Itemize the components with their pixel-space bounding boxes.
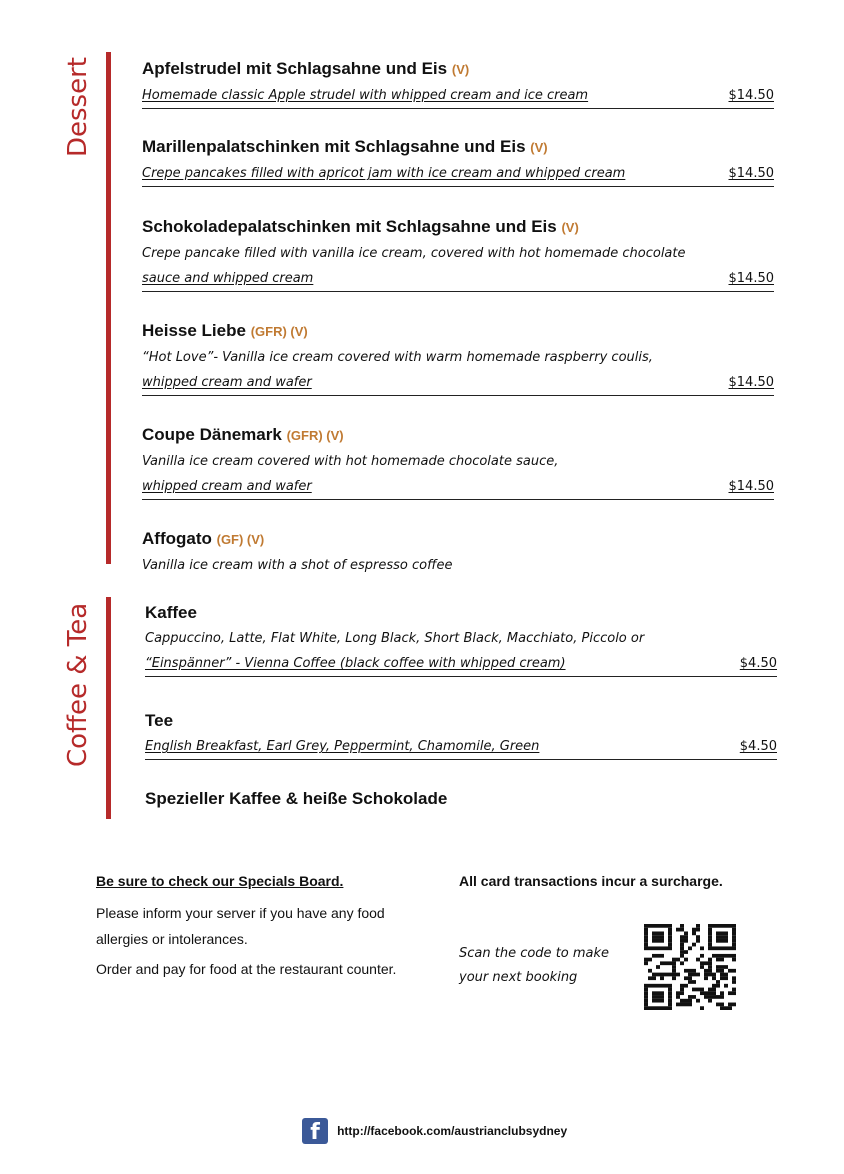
menu-item-name: Spezieller Kaffee & heiße Schokolade bbox=[145, 789, 448, 808]
description-line bbox=[142, 449, 774, 474]
description-line bbox=[142, 83, 774, 109]
dessert-section-bar bbox=[106, 52, 111, 564]
description-text: sauce and whipped cream bbox=[142, 271, 314, 286]
menu-item-title bbox=[145, 602, 777, 624]
description-text: whipped cream and wafer bbox=[142, 479, 312, 494]
dietary-tags: (V) bbox=[451, 62, 470, 77]
menu-item-description bbox=[145, 626, 777, 677]
description-text: Vanilla ice cream with a shot of espresso coffee bbox=[142, 558, 453, 573]
description-text: Crepe pancake filled with vanilla ice cream, covered with hot homemade chocolate bbox=[142, 246, 686, 261]
surcharge-notice: All card transactions incur a surcharge. bbox=[459, 873, 723, 889]
menu-item-title bbox=[142, 320, 774, 343]
menu-item-name: Schokoladepalatschinken mit Schlagsahne und Eis bbox=[142, 217, 557, 236]
menu-item-description bbox=[145, 734, 777, 760]
menu-item-price: $14.50 bbox=[728, 375, 774, 390]
dietary-tags: (GFR) (V) bbox=[250, 324, 308, 339]
description-text: Crepe pancakes filled with apricot jam with ice cream and whipped cream bbox=[142, 166, 626, 181]
description-line bbox=[142, 266, 774, 292]
menu-item-price: $14.50 bbox=[728, 88, 774, 103]
description-text: “Einspänner” - Vienna Coffee (black coffee with whipped cream) bbox=[145, 656, 566, 671]
menu-item bbox=[145, 788, 777, 810]
menu-item-title bbox=[145, 710, 777, 732]
menu-item-price: $4.50 bbox=[739, 656, 777, 671]
description-text: whipped cream and wafer bbox=[142, 375, 312, 390]
dietary-tags: (GF) (V) bbox=[216, 532, 265, 547]
description-line bbox=[145, 626, 777, 651]
description-line bbox=[145, 651, 777, 677]
description-text: “Hot Love”- Vanilla ice cream covered with warm homemade raspberry coulis, bbox=[142, 350, 653, 365]
description-line bbox=[145, 734, 777, 760]
menu-item-name: Kaffee bbox=[145, 603, 197, 622]
menu-item bbox=[142, 136, 774, 187]
menu-item-title bbox=[145, 788, 777, 810]
coffee-section-bar bbox=[106, 597, 111, 819]
menu-item-title bbox=[142, 216, 774, 239]
description-line bbox=[142, 161, 774, 187]
scan-booking-text: Scan the code to make your next booking bbox=[459, 946, 610, 985]
menu-item bbox=[142, 424, 774, 500]
facebook-icon: f bbox=[302, 1118, 328, 1144]
coffee-section-label: Coffee & Tea bbox=[63, 602, 93, 767]
dietary-tags: (V) bbox=[561, 220, 579, 235]
dessert-section-label: Dessert bbox=[63, 57, 93, 157]
description-text: English Breakfast, Earl Grey, Peppermint, Chamomile, Green bbox=[145, 739, 540, 754]
description-text: Homemade classic Apple strudel with whipped cream and ice cream bbox=[142, 88, 589, 103]
menu-item bbox=[142, 320, 774, 396]
footer-right bbox=[459, 868, 759, 894]
dietary-tags: (V) bbox=[530, 140, 548, 155]
menu-item-title bbox=[142, 424, 774, 447]
menu-item-name: Apfelstrudel mit Schlagsahne und Eis bbox=[142, 59, 448, 78]
menu-item-name: Coupe Dänemark bbox=[142, 425, 282, 444]
qr-code-icon[interactable] bbox=[644, 924, 736, 1010]
specials-notice: Be sure to check our Specials Board. bbox=[96, 873, 344, 889]
order-notice: Order and pay for food at the restaurant counter. bbox=[96, 961, 397, 977]
menu-item-price: $14.50 bbox=[728, 479, 774, 494]
description-line bbox=[142, 474, 774, 500]
menu-item-title bbox=[142, 136, 774, 159]
menu-item bbox=[142, 58, 774, 109]
menu-item-description bbox=[142, 241, 774, 292]
description-line bbox=[142, 553, 774, 578]
menu-item-title bbox=[142, 528, 774, 551]
menu-item-price: $14.50 bbox=[728, 166, 774, 181]
menu-item-price: $4.50 bbox=[739, 739, 777, 754]
menu-item-name: Heisse Liebe bbox=[142, 321, 246, 340]
menu-item bbox=[142, 528, 774, 578]
menu-item-description bbox=[142, 83, 774, 109]
facebook-link[interactable] bbox=[302, 1118, 567, 1146]
menu-item-title bbox=[142, 58, 774, 81]
description-line bbox=[142, 345, 774, 370]
menu-item bbox=[145, 710, 777, 760]
menu-item-description bbox=[142, 345, 774, 396]
menu-item-name: Tee bbox=[145, 711, 174, 730]
menu-item-description bbox=[142, 449, 774, 500]
description-line bbox=[142, 241, 774, 266]
description-line bbox=[142, 370, 774, 396]
footer-left bbox=[96, 868, 406, 982]
menu-item-description bbox=[142, 553, 774, 578]
menu-item-name: Marillenpalatschinken mit Schlagsahne und Eis bbox=[142, 137, 526, 156]
menu-item bbox=[145, 602, 777, 677]
facebook-url: http://facebook.com/austrianclubsydney bbox=[337, 1124, 568, 1138]
description-text: Cappuccino, Latte, Flat White, Long Black, Short Black, Macchiato, Piccolo or bbox=[145, 631, 645, 646]
menu-item-name: Affogato bbox=[142, 529, 212, 548]
menu-item-description bbox=[142, 161, 774, 187]
dietary-tags: (GFR) (V) bbox=[286, 428, 344, 443]
allergy-notice: Please inform your server if you have any food allergies or intolerances. bbox=[96, 905, 385, 947]
menu-item bbox=[142, 216, 774, 292]
description-text: Vanilla ice cream covered with hot homemade chocolate sauce, bbox=[142, 454, 559, 469]
menu-item-price: $14.50 bbox=[728, 271, 774, 286]
